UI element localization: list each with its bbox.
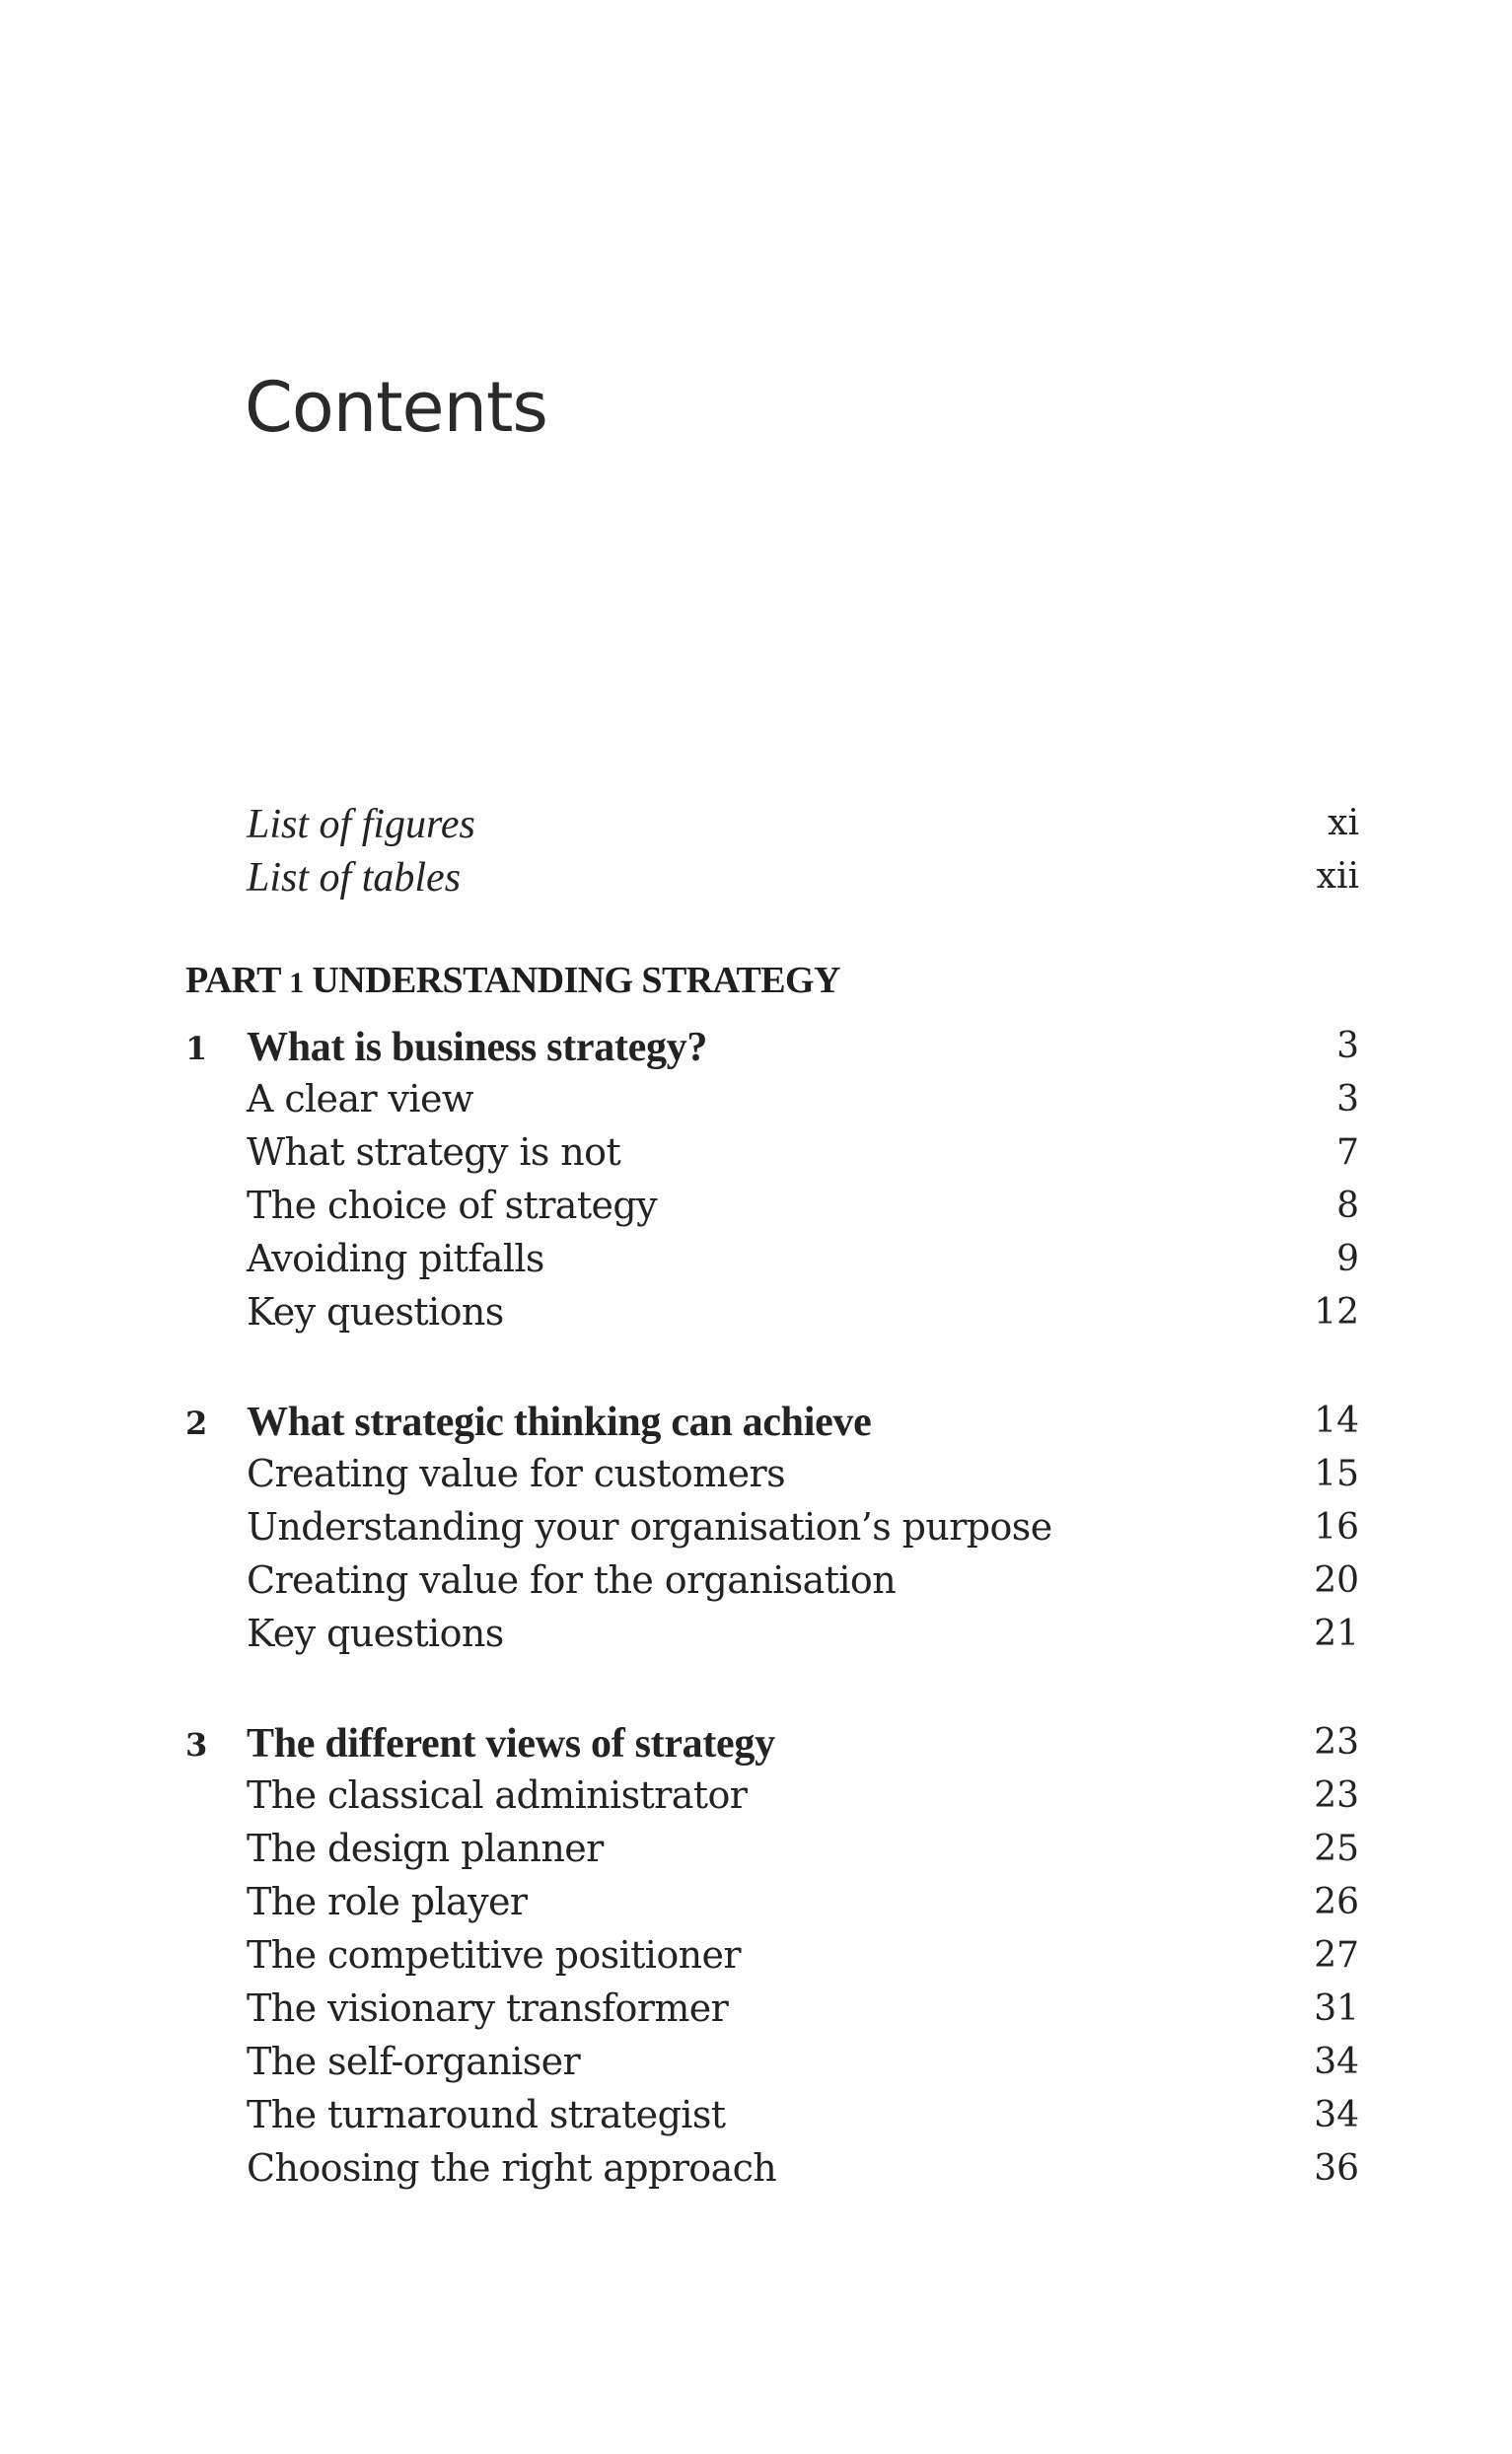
toc-entry-list-of-figures[interactable] (0, 801, 1512, 854)
chapter-title: What is business strategy? (247, 1025, 708, 1070)
chapter-number: 2 (185, 1405, 208, 1442)
toc-entry-label: Key questions (247, 1612, 504, 1655)
toc-entry-page: 7 (1336, 1132, 1359, 1173)
toc-entry-label: The self-organiser (247, 2040, 581, 2083)
toc-section[interactable] (0, 1773, 1512, 1827)
toc-section[interactable] (0, 2146, 1512, 2200)
toc-entry-page: 31 (1314, 1988, 1359, 2029)
toc-chapter-3[interactable] (0, 1720, 1512, 1773)
toc-entry-page: 27 (1314, 1935, 1359, 1976)
toc-entry-page: 15 (1314, 1454, 1359, 1494)
page-title: Contents (245, 367, 547, 448)
toc-entry-label: List of figures (247, 802, 475, 847)
toc-entry-label: The choice of strategy (247, 1184, 657, 1227)
toc-entry-label: List of tables (247, 855, 462, 901)
toc-entry-page: 23 (1314, 1775, 1359, 1816)
chapter-number: 1 (185, 1030, 208, 1067)
toc-entry-label: Creating value for customers (247, 1452, 785, 1495)
part-number: 1 (289, 967, 304, 999)
toc-section[interactable] (0, 2093, 1512, 2146)
toc-entry-label: Key questions (247, 1290, 504, 1334)
toc-entry-page: 16 (1314, 1507, 1359, 1548)
toc-section[interactable] (0, 2040, 1512, 2093)
toc-section[interactable] (0, 1986, 1512, 2040)
toc-section[interactable] (0, 1184, 1512, 1237)
toc-entry-label: Avoiding pitfalls (247, 1237, 544, 1280)
toc-entry-label: The classical administrator (247, 1773, 748, 1817)
part-prefix: PART (185, 960, 290, 1001)
toc-entry-list-of-tables[interactable] (0, 854, 1512, 907)
toc-entry-page: 21 (1314, 1614, 1359, 1654)
toc-entry-page: 34 (1314, 2095, 1359, 2135)
toc-entry-page: xii (1316, 856, 1359, 897)
toc-section[interactable] (0, 1933, 1512, 1986)
toc-entry-label: What strategy is not (247, 1130, 621, 1174)
part-heading (185, 959, 840, 1002)
toc-entry-label: Understanding your organisation’s purpose (247, 1505, 1052, 1549)
toc-section[interactable] (0, 1237, 1512, 1290)
toc-chapter-1[interactable] (0, 1024, 1512, 1077)
toc-chapter-2[interactable] (0, 1399, 1512, 1452)
toc-entry-page: 26 (1314, 1882, 1359, 1922)
toc-entry-page: xi (1328, 803, 1359, 843)
toc-entry-page: 9 (1336, 1239, 1359, 1279)
toc-section[interactable] (0, 1290, 1512, 1343)
toc-entry-page: 36 (1314, 2148, 1359, 2189)
chapter-number: 3 (185, 1726, 208, 1764)
toc-section[interactable] (0, 1452, 1512, 1505)
toc-entry-label: The role player (247, 1880, 528, 1923)
part-title: UNDERSTANDING STRATEGY (303, 960, 840, 1001)
toc-entry-page: 8 (1336, 1186, 1359, 1226)
toc-entry-page: 12 (1314, 1292, 1359, 1333)
toc-entry-page: 3 (1336, 1026, 1359, 1066)
toc-section[interactable] (0, 1558, 1512, 1612)
toc-entry-label: The design planner (247, 1827, 604, 1870)
toc-entry-label: The competitive positioner (247, 1933, 741, 1977)
toc-entry-page: 14 (1314, 1401, 1359, 1441)
chapter-title: The different views of strategy (247, 1721, 775, 1767)
toc-section[interactable] (0, 1612, 1512, 1665)
toc-section[interactable] (0, 1077, 1512, 1130)
toc-entry-label: Creating value for the organisation (247, 1558, 897, 1602)
toc-entry-page: 25 (1314, 1829, 1359, 1869)
toc-entry-label: The turnaround strategist (247, 2093, 726, 2136)
toc-section[interactable] (0, 1130, 1512, 1184)
toc-entry-label: Choosing the right approach (247, 2146, 777, 2190)
toc-entry-page: 3 (1336, 1079, 1359, 1119)
toc-entry-label: A clear view (247, 1077, 473, 1120)
toc-entry-page: 23 (1314, 1722, 1359, 1763)
chapter-title: What strategic thinking can achieve (247, 1400, 872, 1445)
toc-entry-page: 34 (1314, 2042, 1359, 2082)
toc-entry-label: The visionary transformer (247, 1986, 729, 2030)
toc-section[interactable] (0, 1505, 1512, 1558)
toc-entry-page: 20 (1314, 1560, 1359, 1601)
toc-section[interactable] (0, 1880, 1512, 1933)
toc-section[interactable] (0, 1827, 1512, 1880)
